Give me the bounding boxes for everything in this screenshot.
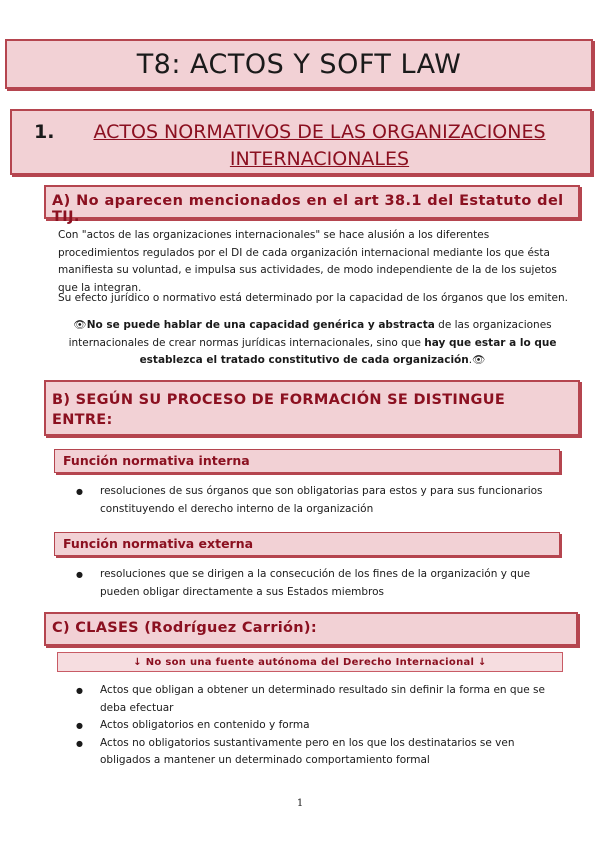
external-function-list <box>76 566 546 601</box>
subheading-internal: Función normativa interna <box>63 453 250 468</box>
section-b-heading-box <box>44 380 580 436</box>
eye-icon: 👁 <box>73 319 87 331</box>
section-c-heading: C) CLASES (Rodríguez Carrión): <box>52 620 317 636</box>
classes-list <box>76 682 566 770</box>
section-a-paragraph-2: Su efecto jurídico o normativo está determinado por la capacidad de los órganos que los emiten. <box>58 292 568 304</box>
section-a-heading: A) No aparecen mencionados en el art 38.1 del Estatuto del TIJ. <box>52 193 564 225</box>
subheading-box-external <box>54 532 560 556</box>
list-item: ● Actos obligatorios en contenido y forma <box>76 717 566 735</box>
note-box <box>57 652 563 672</box>
para3-bold-1: No se puede hablar de una capacidad genérica y abstracta <box>86 319 435 331</box>
section-1-heading-box <box>10 109 592 175</box>
page-title-box <box>5 39 593 89</box>
subheading-external: Función normativa externa <box>63 536 254 551</box>
section-a-paragraph-3 <box>60 317 565 370</box>
section-1-title-line2: INTERNACIONALES <box>229 148 410 170</box>
section-1-number: 1. <box>34 121 55 143</box>
section-a-paragraph-1: Con "actos de las organizaciones internacionales" se hace alusión a los diferentes procedimientos regulados por el DI de cada organización internacional mediante los que ésta manifiesta su voluntad, e impulsa sus actividades, de modo independiente de la de los sujetos que la integran. <box>58 229 557 294</box>
section-b-heading: B) SEGÚN SU PROCESO DE FORMACIÓN SE DISTINGUE ENTRE: <box>52 392 506 428</box>
list-item: ● Actos que obligan a obtener un determinado resultado sin definir la forma en que se deba efectuar <box>76 682 566 717</box>
section-c-heading-box <box>44 612 578 646</box>
page-number: 1 <box>296 798 304 809</box>
para3-bold-2: hay que estar a lo que establezca el tratado constitutivo de cada organización <box>139 336 557 366</box>
internal-function-list <box>76 483 546 518</box>
subheading-box-internal <box>54 449 560 473</box>
section-1-title-line1: ACTOS NORMATIVOS DE LAS ORGANIZACIONES <box>93 121 546 143</box>
list-item: ● resoluciones que se dirigen a la consecución de los fines de la organización y que pueden obligar directamente a sus Estados miembros <box>76 566 546 601</box>
list-item: ● Actos no obligatorios sustantivamente pero en los que los destinatarios se ven obligados a mantener un determinado comportamiento formal <box>76 735 566 770</box>
list-item: ● resoluciones de sus órganos que son obligatorias para estos y para sus funcionarios constituyendo el derecho interno de la organización <box>76 483 546 518</box>
section-a-heading-box <box>44 185 580 225</box>
para3-middle: de las organizaciones internacionales de crear normas jurídicas internacionales, sino que <box>68 319 552 349</box>
para3-end: . <box>468 354 473 366</box>
eye-icon: 👁 <box>472 354 486 366</box>
note-text: ↓ No son una fuente autónoma del Derecho Internacional ↓ <box>133 656 487 668</box>
page-title: T8: ACTOS Y SOFT LAW <box>136 48 462 80</box>
section-1-title <box>62 119 577 173</box>
